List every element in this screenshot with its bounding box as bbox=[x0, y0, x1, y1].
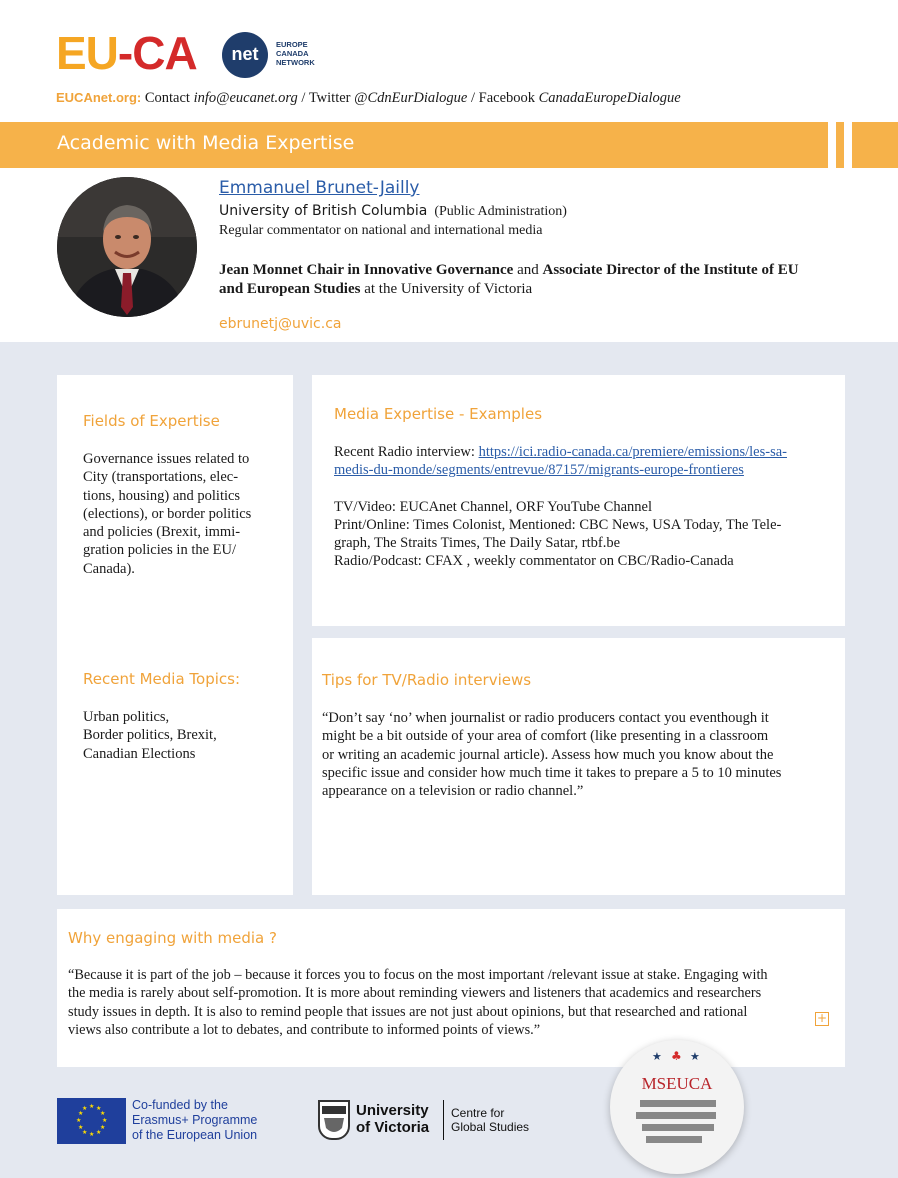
text-line: might be a bit outside of your area of comfort (like presenting in a classroom bbox=[322, 728, 769, 745]
logo-tagline bbox=[276, 40, 315, 67]
svg-text:★: ★ bbox=[100, 1124, 106, 1131]
radio-interview-link[interactable]: https://ici.radio-canada.ca/premiere/emissions/les-sa- bbox=[478, 444, 787, 460]
text-line: views also contribute a lot to debates, and contribute to informed points of views.” bbox=[68, 1021, 541, 1038]
chair-description bbox=[219, 261, 799, 299]
site-link[interactable]: EUCAnet.org: bbox=[56, 90, 142, 105]
logo-dash: - bbox=[117, 27, 133, 79]
topics-heading: Recent Media Topics: bbox=[83, 670, 241, 688]
svg-text:★: ★ bbox=[89, 1131, 95, 1138]
text-line: specific issue and consider how much time it takes to prepare a 5 to 10 minutes bbox=[322, 764, 782, 781]
separator: / bbox=[301, 90, 306, 106]
expand-icon[interactable]: + bbox=[816, 1011, 828, 1025]
chair-and: and bbox=[513, 262, 543, 278]
text-line: gration policies in the EU/ bbox=[83, 542, 237, 559]
why-heading: Why engaging with media ? bbox=[68, 929, 277, 947]
text-line: Centre for bbox=[451, 1106, 505, 1120]
svg-text:★: ★ bbox=[82, 1129, 88, 1136]
text-line: TV/Video: EUCAnet Channel, ORF YouTube Channel bbox=[334, 498, 653, 515]
divider bbox=[443, 1100, 444, 1140]
why-card bbox=[57, 909, 845, 1067]
affiliation bbox=[219, 203, 567, 220]
contact-label: Contact bbox=[144, 90, 190, 106]
media-text bbox=[334, 443, 839, 571]
associate-director-title: Associate Director of the Institute of EU and European Studies bbox=[219, 262, 799, 297]
svg-text:★: ★ bbox=[89, 1103, 95, 1110]
svg-text:★: ★ bbox=[100, 1110, 106, 1117]
chair-title: Jean Monnet Chair in Innovative Governance bbox=[219, 262, 514, 278]
contact-line bbox=[56, 90, 681, 107]
logo-eu: EU bbox=[56, 27, 118, 79]
text-line: of the European Union bbox=[132, 1128, 258, 1142]
media-expertise-card bbox=[312, 375, 845, 626]
tagline-line: CANADA bbox=[276, 49, 309, 58]
svg-text:♣: ♣ bbox=[671, 1049, 682, 1063]
twitter-label: Twitter bbox=[308, 90, 351, 106]
text-line: Radio/Podcast: CFAX , weekly commentator on CBC/Radio-Canada bbox=[334, 553, 734, 570]
topics-text bbox=[83, 708, 217, 763]
uvic-name bbox=[356, 1102, 429, 1136]
svg-text:★: ★ bbox=[76, 1117, 82, 1124]
svg-text:★: ★ bbox=[78, 1110, 84, 1117]
separator: / bbox=[470, 90, 476, 106]
text-line: “Don’t say ‘no’ when journalist or radio producers contact you eventhough it bbox=[322, 710, 769, 726]
svg-text:★: ★ bbox=[690, 1050, 700, 1063]
radio-interview-link-cont[interactable]: medis-du-monde/segments/entrevue/87157/migrants-europe-frontieres bbox=[334, 462, 744, 479]
regular-commentator: Regular commentator on national and international media bbox=[219, 223, 543, 238]
eu-flag-icon bbox=[57, 1098, 126, 1144]
svg-text:★: ★ bbox=[102, 1117, 108, 1124]
svg-text:★: ★ bbox=[78, 1124, 84, 1131]
fields-text bbox=[83, 450, 288, 578]
text-line: “Because it is part of the job – because it forces you to focus on the most important /relevant issue at stake. Engaging with bbox=[68, 967, 768, 983]
svg-text:★: ★ bbox=[96, 1105, 102, 1112]
text-line: Governance issues related to bbox=[83, 451, 250, 467]
tips-heading: Tips for TV/Radio interviews bbox=[322, 671, 532, 689]
page-title: Academic with Media Expertise bbox=[57, 132, 355, 154]
text-line: appearance on a television or radio channel.” bbox=[322, 783, 584, 800]
logo-net: net bbox=[222, 32, 268, 78]
facebook-handle[interactable]: CanadaEuropeDialogue bbox=[538, 90, 681, 106]
text-line: and policies (Brexit, immi- bbox=[83, 524, 241, 541]
text-line: tions, housing) and politics bbox=[83, 487, 241, 504]
fields-expertise-card bbox=[57, 375, 293, 895]
text-line: study issues in depth. It is also to remind people that issues are not just about opinions, but that researched and rational bbox=[68, 1003, 748, 1020]
facebook-label: Facebook bbox=[478, 90, 536, 106]
stars-leaf-icon bbox=[650, 1048, 704, 1064]
text-line: Co-funded by the bbox=[132, 1098, 228, 1112]
media-heading: Media Expertise - Examples bbox=[334, 405, 543, 423]
department: (Public Administration) bbox=[434, 204, 567, 219]
tagline-line: EUROPE bbox=[276, 40, 308, 49]
text-line: graph, The Straits Times, The Daily Satar, rtbf.be bbox=[334, 535, 621, 552]
text-line: City (transportations, elec- bbox=[83, 469, 239, 486]
eu-funding-text bbox=[132, 1098, 257, 1143]
text-line: Canadian Elections bbox=[83, 745, 196, 762]
svg-text:★: ★ bbox=[652, 1050, 662, 1063]
mseuca-badge bbox=[610, 1040, 744, 1174]
uvic-crest-icon bbox=[318, 1100, 350, 1140]
mseuca-label: MSEUCA bbox=[641, 1074, 713, 1093]
person-name-link[interactable]: Emmanuel Brunet-Jailly bbox=[219, 178, 420, 198]
banner-bars-decoration bbox=[828, 122, 898, 168]
radio-label: Recent Radio interview: bbox=[334, 444, 479, 460]
tagline-line: NETWORK bbox=[276, 58, 315, 67]
eucanet-logo bbox=[56, 27, 356, 79]
text-line: Canada). bbox=[83, 560, 135, 577]
svg-text:★: ★ bbox=[96, 1129, 102, 1136]
text-line: Print/Online: Times Colonist, Mentioned: CBC News, USA Today, The Tele- bbox=[334, 516, 782, 533]
centre-global-studies bbox=[451, 1106, 529, 1134]
tips-text bbox=[322, 709, 837, 800]
profile-email[interactable]: ebrunetj@uvic.ca bbox=[219, 316, 342, 332]
text-line: (elections), or border politics bbox=[83, 505, 252, 522]
text-line: Erasmus+ Programme bbox=[132, 1113, 258, 1127]
text-line: of Victoria bbox=[356, 1119, 430, 1136]
text-line: Border politics, Brexit, bbox=[83, 727, 217, 744]
text-line: the media is rarely about self-promotion. It is more about reminding viewers and listeners that academics and researchers bbox=[68, 985, 762, 1002]
profile-photo bbox=[57, 177, 197, 317]
twitter-handle[interactable]: @CdnEurDialogue bbox=[354, 90, 468, 106]
text-line: University bbox=[356, 1102, 429, 1119]
text-line: Urban politics, bbox=[83, 709, 170, 725]
tips-card bbox=[312, 638, 845, 895]
fields-heading: Fields of Expertise bbox=[83, 412, 220, 430]
logo-ca: CA bbox=[132, 27, 197, 79]
text-line: or writing an academic journal article). Assess how much you know about the bbox=[322, 746, 774, 763]
text-line: Global Studies bbox=[451, 1120, 530, 1134]
chair-rest: at the University of Victoria bbox=[360, 281, 533, 297]
university-name: University of British Columbia bbox=[219, 203, 428, 219]
contact-email[interactable]: info@eucanet.org bbox=[193, 90, 298, 106]
title-banner bbox=[0, 122, 898, 168]
svg-text:★: ★ bbox=[82, 1105, 88, 1112]
why-text bbox=[68, 966, 838, 1039]
